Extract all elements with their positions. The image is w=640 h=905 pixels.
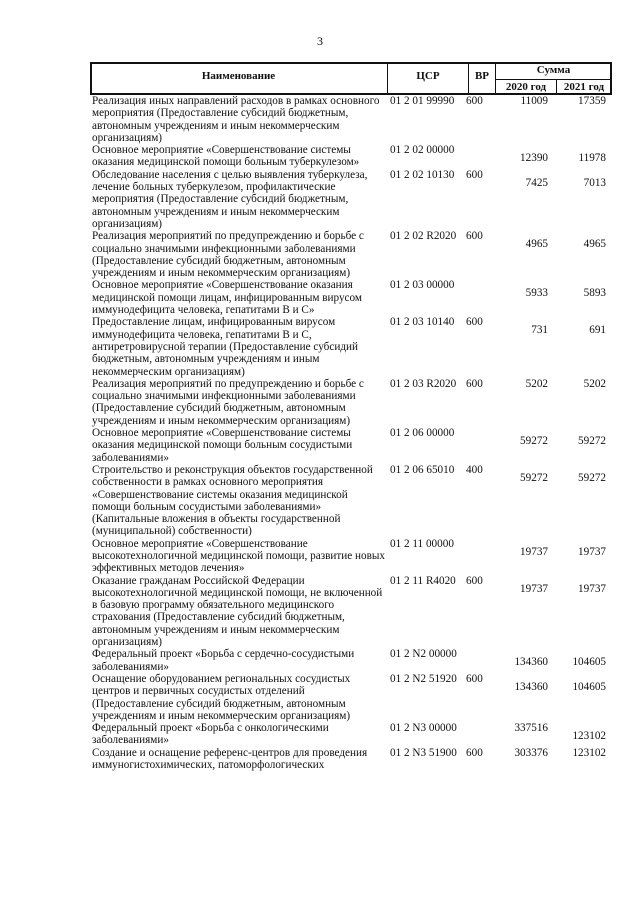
row-name: Оказание гражданам Российской Федерации высокотехнологичной медицинской помощи, не включенной в базовую программу обязательного медицинского страхования (Предоставление субсидий бюджетным, автономным учреждениям и иным некоммерческим организациям) — [92, 574, 383, 649]
row-sum-2020: 59272 — [520, 435, 548, 448]
row-sum-2021: 123102 — [572, 746, 606, 759]
row-sum-2020: 19737 — [520, 545, 548, 558]
row-sum-2020: 7425 — [525, 176, 548, 189]
row-sum-2021: 59272 — [578, 435, 606, 448]
row-name: Федеральный проект «Борьба с сердечно-сосудистыми заболеваниями» — [92, 648, 355, 673]
row-sum-2021: 104605 — [572, 680, 606, 693]
row-name: Строительство и реконструкция объектов государственной собственности в рамках основного мероприятия «Совершенствование системы оказания медицинской помощи больным сосудистыми заболеваниями» (Капитальные вложения в объекты государственной (муниципальной) собственности) — [92, 463, 373, 538]
row-sum-2021: 7013 — [583, 176, 606, 189]
table-row — [92, 575, 612, 649]
row-sum-2021: 5202 — [583, 377, 606, 390]
row-vr: 400 — [466, 463, 483, 476]
row-vr: 600 — [466, 316, 483, 329]
row-sum-2020: 337516 — [514, 722, 548, 735]
row-vr: 600 — [466, 574, 483, 587]
table-row — [92, 464, 612, 538]
row-sum-2021: 104605 — [572, 656, 606, 669]
table-row — [92, 95, 612, 144]
table-row — [92, 427, 612, 464]
row-csr: 01 2 02 R2020 — [390, 230, 457, 243]
row-name: Основное мероприятие «Совершенствование высокотехнологичной медицинской помощи, развитие новых эффективных методов лечения» — [92, 537, 385, 575]
row-sum-2021: 19737 — [578, 582, 606, 595]
row-sum-2020: 731 — [531, 324, 548, 337]
row-sum-2020: 12390 — [520, 152, 548, 165]
row-name: Предоставление лицам, инфицированным вирусом иммунодефицита человека, гепатитами В и С, антиретровирусной терапии (Предоставление субсидий бюджетным, автономным учреждениям и иным некоммерческим организациям) — [92, 316, 358, 378]
row-csr: 01 2 06 00000 — [390, 427, 455, 440]
table-row — [92, 538, 612, 575]
row-sum-2021: 11978 — [578, 152, 606, 165]
row-name: Оснащение оборудованием региональных сосудистых центров и первичных сосудистых отделений (Предоставление субсидий бюджетным, автономным учреждениям и иным некоммерческим организациям) — [92, 672, 351, 722]
row-vr: 600 — [466, 230, 483, 243]
row-sum-2020: 59272 — [520, 471, 548, 484]
row-sum-2021: 4965 — [583, 238, 606, 251]
row-name: Основное мероприятие «Совершенствование системы оказания медицинской помощи больным сосудистыми заболеваниями» — [92, 427, 353, 464]
table-row — [92, 648, 612, 673]
row-sum-2020: 303376 — [514, 746, 548, 759]
table-row — [92, 144, 612, 169]
header-sum: Сумма — [536, 64, 571, 76]
row-csr: 01 2 N2 51920 — [390, 672, 457, 685]
row-sum-2020: 11009 — [520, 95, 548, 107]
row-vr: 600 — [466, 168, 483, 181]
row-csr: 01 2 02 00000 — [390, 144, 455, 157]
row-csr: 01 2 N2 00000 — [390, 648, 457, 661]
table-body — [92, 95, 612, 771]
header-csr: ЦСР — [416, 70, 440, 82]
row-csr: 01 2 06 65010 — [390, 463, 455, 476]
header-year-2021: 2021 год — [563, 81, 605, 93]
row-name: Реализация мероприятий по предупреждению и борьбе с социально значимыми инфекционными заболеваниями (Предоставление субсидий бюджетным, автономным учреждениям и иным некоммерческим организациям) — [92, 230, 364, 280]
row-vr: 600 — [466, 95, 483, 107]
header-name: Наименование — [201, 70, 276, 82]
row-sum-2020: 134360 — [514, 680, 548, 693]
row-name: Создание и оснащение референс-центров для проведения иммуногистохимических, патоморфологических — [92, 746, 368, 772]
header-year-2020: 2020 год — [505, 81, 547, 93]
table-row — [92, 279, 612, 316]
row-name: Основное мероприятие «Совершенствование системы оказания медицинской помощи больным туберкулезом» — [92, 144, 360, 169]
row-sum-2021: 19737 — [578, 545, 606, 558]
row-csr: 01 2 03 10140 — [390, 316, 455, 329]
table-row — [92, 673, 612, 722]
row-csr: 01 2 02 10130 — [390, 168, 455, 181]
row-sum-2020: 19737 — [520, 582, 548, 595]
table-row — [92, 722, 612, 747]
row-vr: 600 — [466, 377, 483, 390]
row-sum-2021: 17359 — [578, 95, 606, 107]
row-csr: 01 2 01 99990 — [390, 95, 455, 107]
table-row — [92, 316, 612, 377]
table-row — [92, 169, 612, 230]
row-csr: 01 2 03 00000 — [390, 279, 455, 292]
header-divider-sum-years — [495, 79, 611, 80]
row-csr: 01 2 11 00000 — [390, 537, 454, 550]
row-sum-2021: 59272 — [578, 471, 606, 484]
table-header — [90, 62, 612, 95]
row-name: Обследование населения с целью выявления туберкулеза, лечение больных туберкулезом, профилактические мероприятия (Предоставление субсидий бюджетным, автономным учреждениям и иным некоммерческим организациям) — [92, 168, 368, 230]
row-name: Основное мероприятие «Совершенствование оказания медицинской помощи лицам, инфицированным вирусом иммунодефицита человека, гепатитами В и С» — [92, 279, 362, 317]
row-sum-2021: 691 — [589, 324, 606, 337]
row-sum-2021: 123102 — [572, 730, 606, 743]
row-csr: 01 2 11 R4020 — [390, 574, 456, 587]
table-row — [92, 747, 612, 772]
row-csr: 01 2 03 R2020 — [390, 377, 457, 390]
row-csr: 01 2 N3 00000 — [390, 722, 457, 735]
row-sum-2021: 5893 — [583, 287, 606, 300]
table-row — [92, 378, 612, 427]
row-name: Федеральный проект «Борьба с онкологическими заболеваниями» — [92, 722, 329, 747]
page-number: 3 — [317, 34, 323, 48]
row-vr: 600 — [466, 672, 483, 685]
row-vr: 600 — [466, 746, 483, 759]
row-name: Реализация иных направлений расходов в рамках основного мероприятия (Предоставление субсидий бюджетным, автономным учреждениям и иным некоммерческим организациям) — [92, 95, 380, 144]
row-sum-2020: 4965 — [525, 238, 548, 251]
row-sum-2020: 134360 — [514, 656, 548, 669]
header-vr: ВР — [474, 70, 490, 82]
row-sum-2020: 5933 — [525, 287, 548, 300]
row-sum-2020: 5202 — [525, 377, 548, 390]
table-row — [92, 230, 612, 279]
row-csr: 01 2 N3 51900 — [390, 746, 457, 759]
row-name: Реализация мероприятий по предупреждению и борьбе с социально значимыми инфекционными заболеваниями (Предоставление субсидий бюджетным, автономным учреждениям и иным некоммерческим организациям) — [92, 377, 364, 427]
